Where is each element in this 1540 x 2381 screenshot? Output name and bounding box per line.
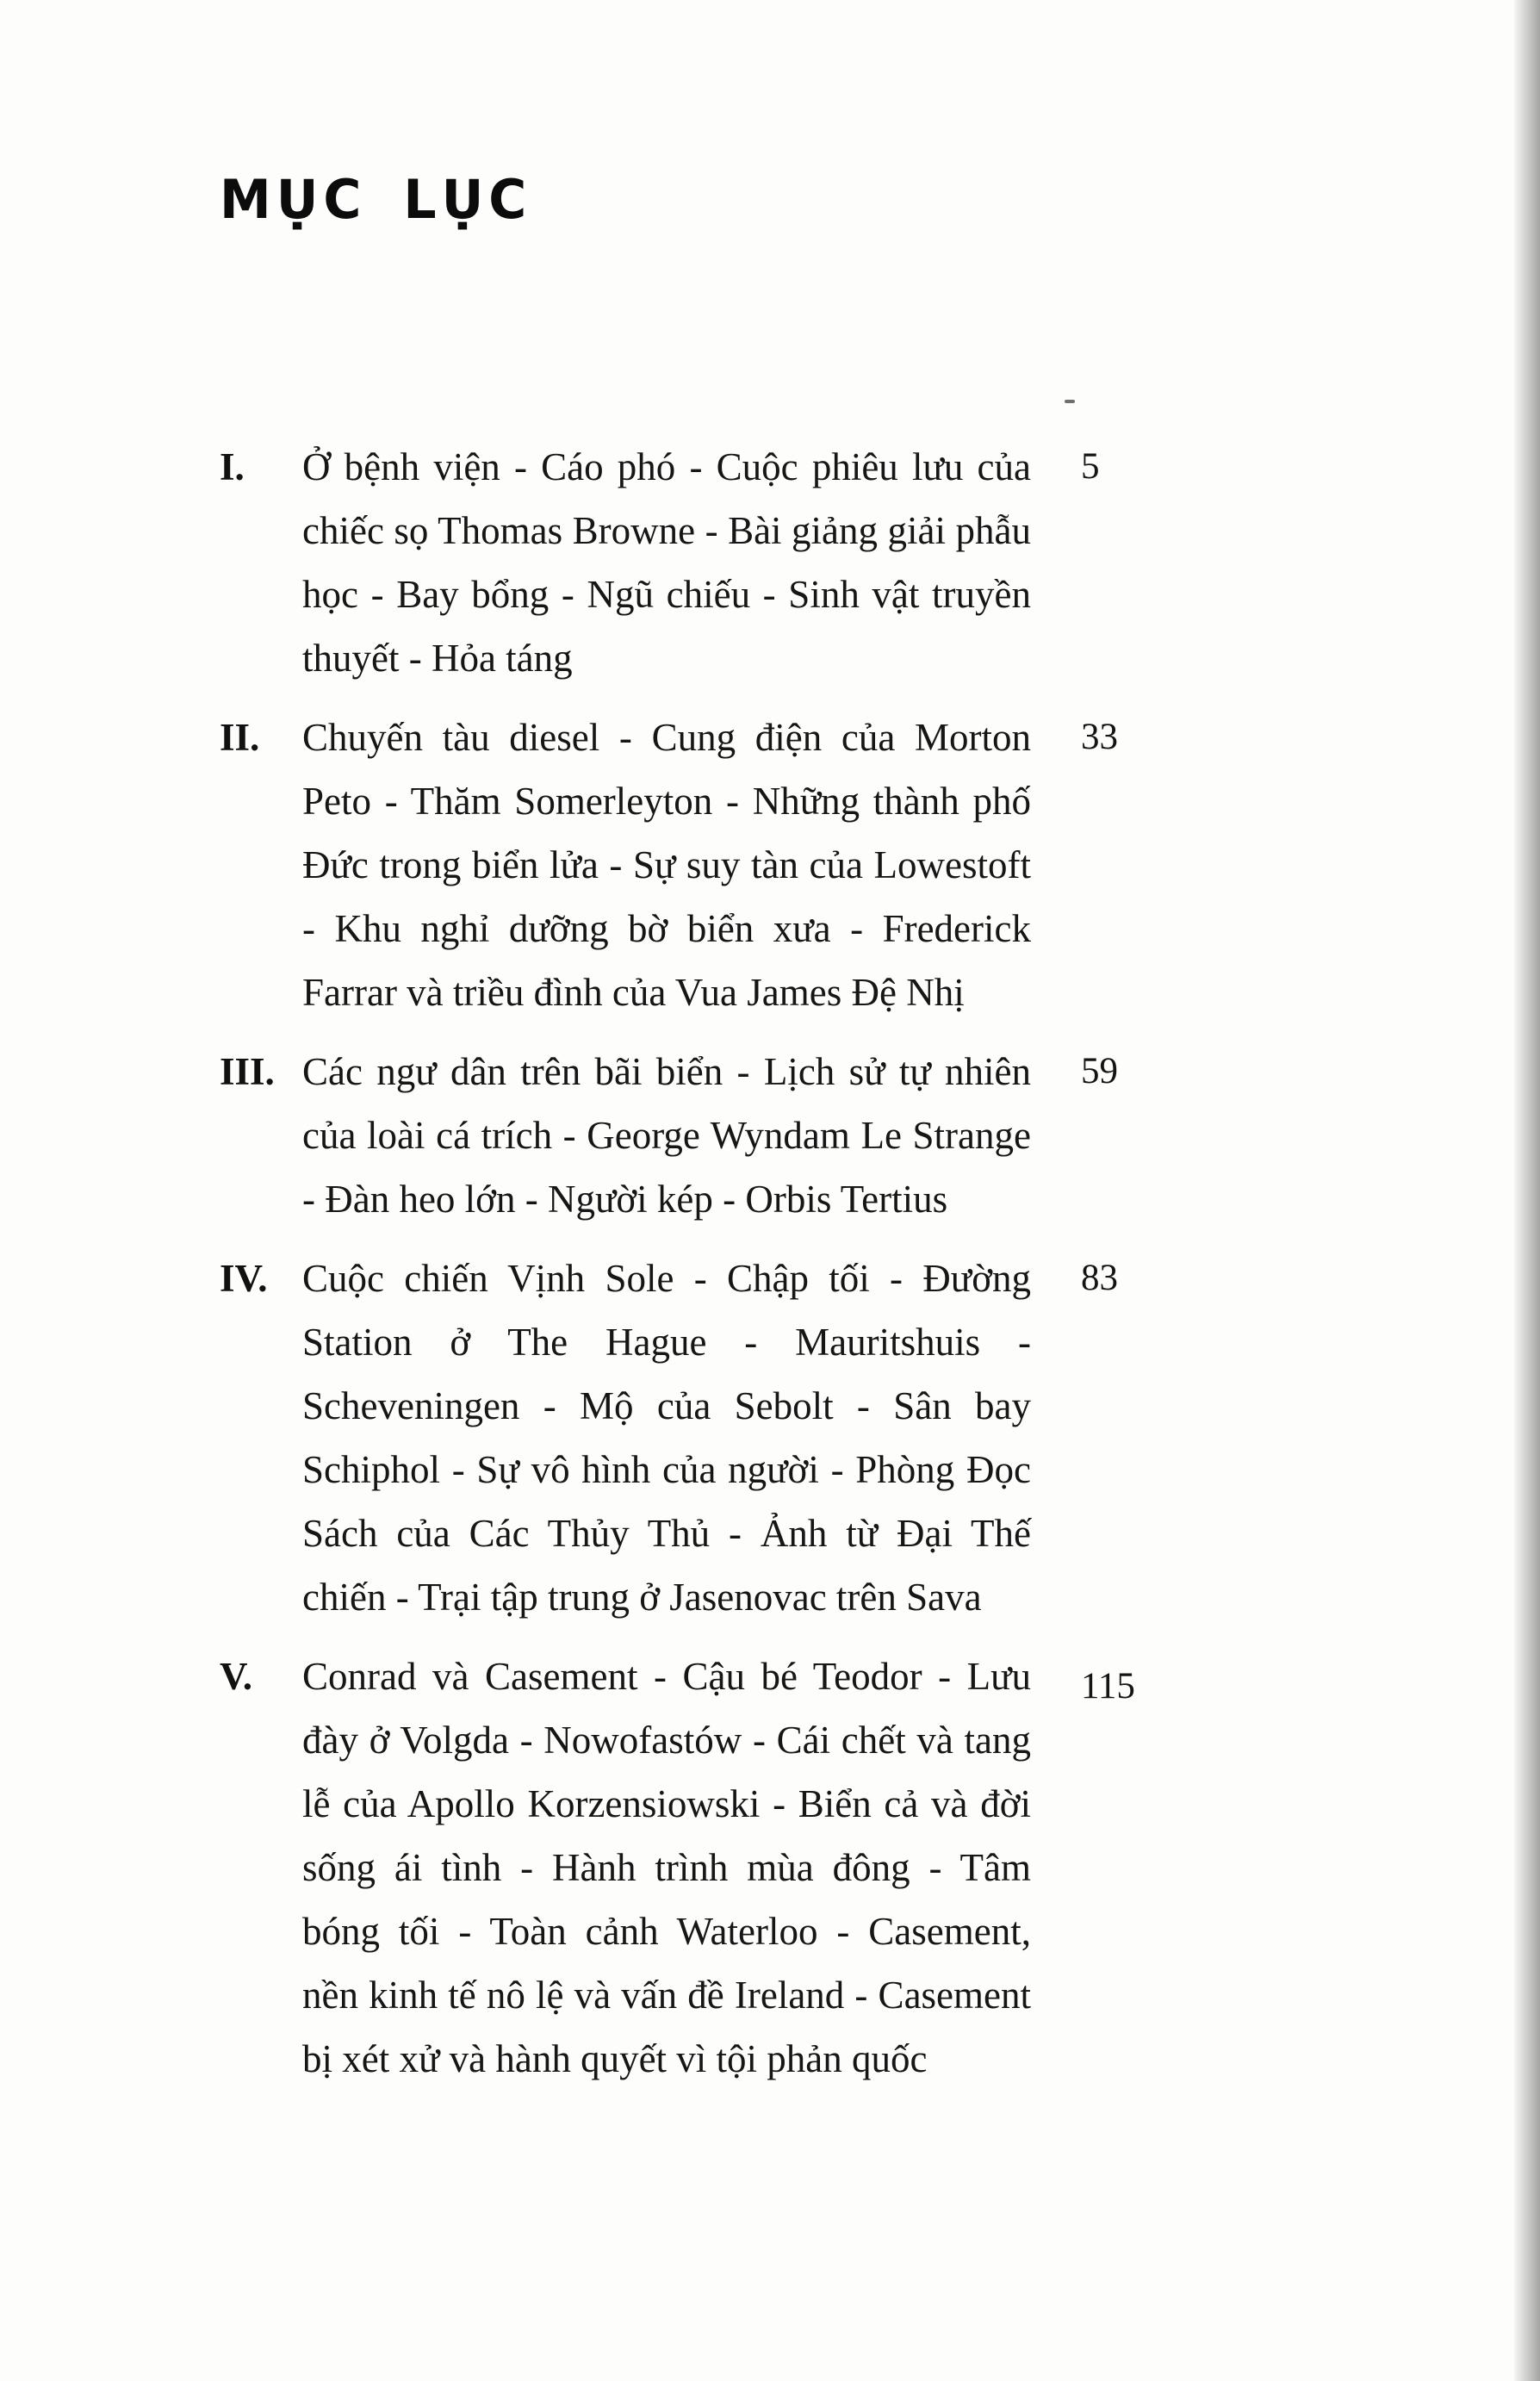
page-title: MỤC LỤC — [220, 169, 532, 232]
toc-entry-page: 83 — [1081, 1258, 1118, 1298]
toc-entry-text: Các ngư dân trên bãi biển - Lịch sử tự nhiên của loài cá trích - George Wyndam Le Strange - Đàn heo lớn - Người kép - Orbis Tertius — [302, 1050, 1031, 1221]
stray-scan-mark — [1065, 400, 1075, 403]
toc-entry-page: 33 — [1081, 717, 1118, 757]
toc-entry-text: Ở bệnh viện - Cáo phó - Cuộc phiêu lưu của chiếc sọ Thomas Browne - Bài giảng giải phẫu học - Bay bổng - Ngũ chiếu - Sinh vật truyền thuyết - Hỏa táng — [302, 445, 1031, 680]
toc-entry — [220, 706, 1210, 1024]
toc-entry-numeral: III. — [220, 1050, 275, 1093]
toc-entry-text: Chuyến tàu diesel - Cung điện của Morton Peto - Thăm Somerleyton - Những thành phố Đức trong biển lửa - Sự suy tàn của Lowestoft - Khu nghỉ dưỡng bờ biển xưa - Frederick Farrar và triều đình của Vua James Đệ Nhị — [302, 716, 1031, 1014]
toc-entry — [220, 1040, 1210, 1231]
toc-entry-page: 115 — [1081, 1666, 1135, 1706]
toc-entry — [220, 435, 1210, 690]
toc-entry-page: 5 — [1081, 446, 1100, 487]
table-of-contents — [220, 435, 1210, 2106]
scan-edge-shadow — [1514, 0, 1540, 2381]
toc-entry-numeral: II. — [220, 716, 260, 759]
toc-entry-text: Conrad và Casement - Cậu bé Teodor - Lưu đày ở Volgda - Nowofastów - Cái chết và tang lễ của Apollo Korzensiowski - Biển cả và đời sống ái tình - Hành trình mùa đông - Tâm bóng tối - Toàn cảnh Waterloo - Casement, nền kinh tế nô lệ và vấn đề Ireland - Casement bị xét xử và hành quyết vì tội phản quốc — [302, 1655, 1031, 2080]
toc-entry — [220, 1644, 1210, 2091]
toc-entry-numeral: I. — [220, 445, 245, 488]
toc-entry — [220, 1246, 1210, 1629]
toc-entry-numeral: IV. — [220, 1257, 268, 1300]
toc-entry-numeral: V. — [220, 1655, 252, 1698]
toc-entry-text: Cuộc chiến Vịnh Sole - Chập tối - Đường Station ở The Hague - Mauritshuis - Scheveningen - Mộ của Sebolt - Sân bay Schiphol - Sự vô hình của người - Phòng Đọc Sách của Các Thủy Thủ - Ảnh từ Đại Thế chiến - Trại tập trung ở Jasenovac trên Sava — [302, 1257, 1031, 1619]
toc-entry-page: 59 — [1081, 1051, 1118, 1091]
